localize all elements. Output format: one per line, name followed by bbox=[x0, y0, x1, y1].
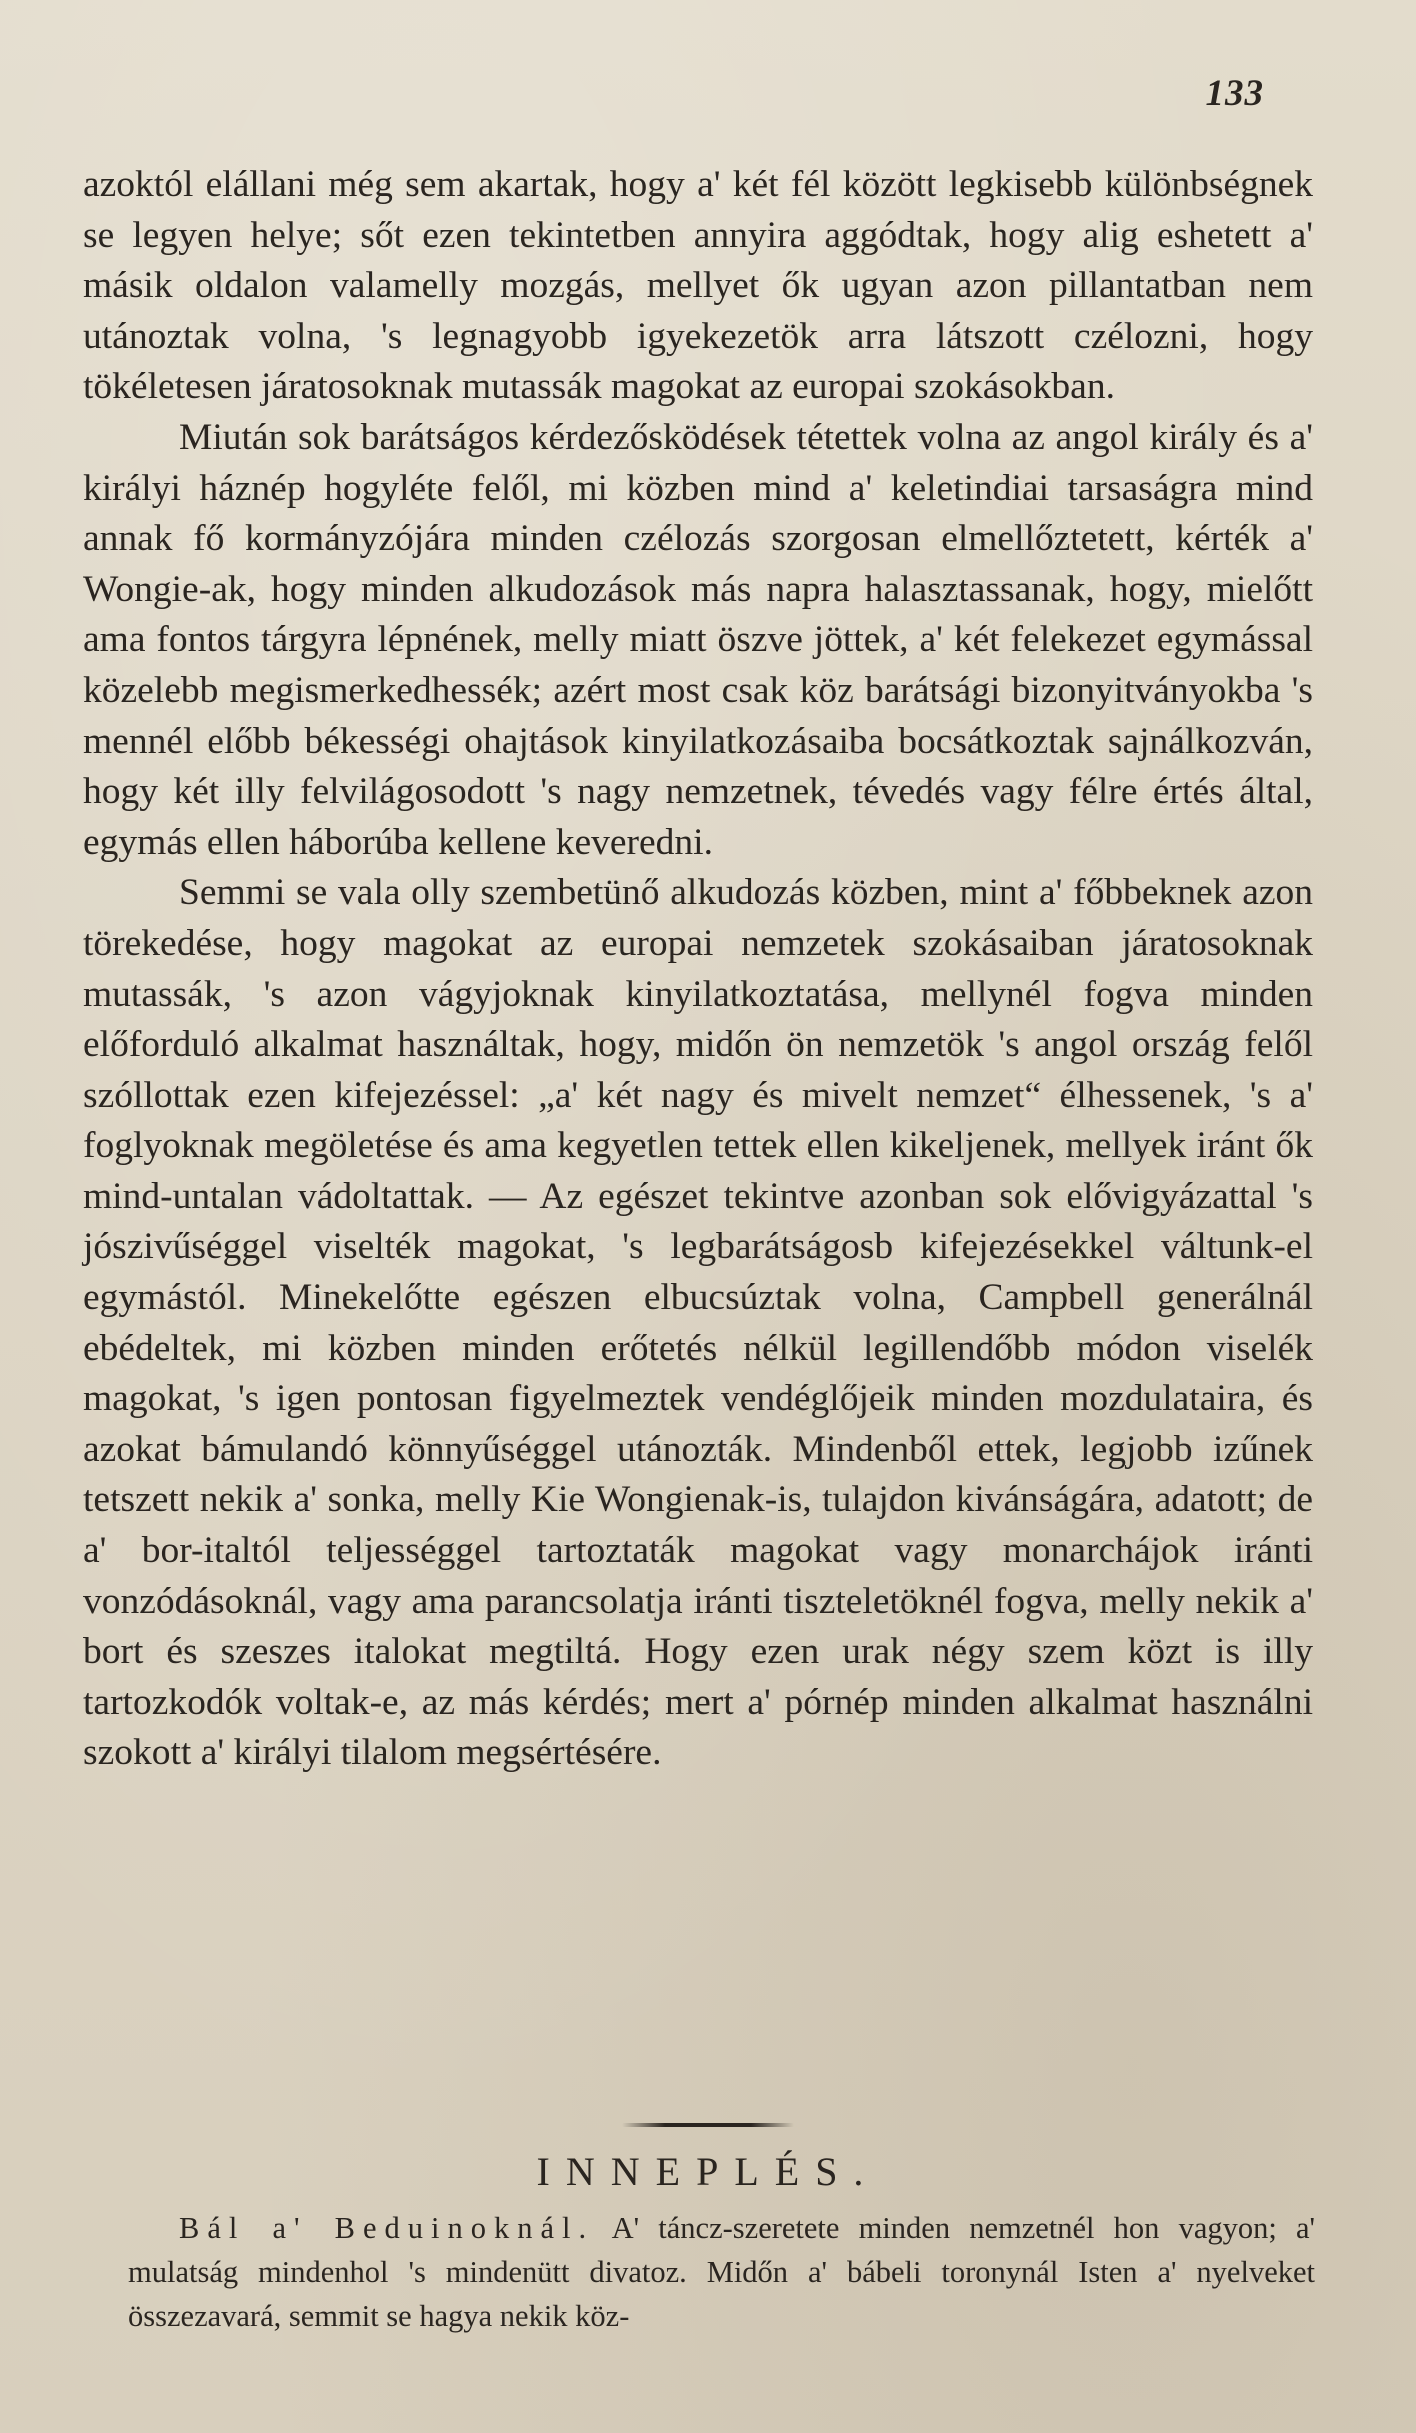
section-text bbox=[128, 2206, 1315, 2338]
page-number: 133 bbox=[1205, 73, 1264, 114]
section-heading: INNEPLÉS. bbox=[536, 2149, 880, 2194]
section-paragraph bbox=[128, 2206, 1315, 2338]
section-separator-rule bbox=[622, 2123, 794, 2127]
paragraph: Semmi se vala olly szembetünő alkudozás közben, mint a' főbbeknek azon törekedése, hogy magokat az europai nemzetek szokásaiban járatosoknak mutassák, 's azon vágyjoknak kinyilatkoztatása, mellynél fogva minden előforduló alkalmat használtak, hogy, midőn ön nemzetök 's angol ország felől szóllottak ezen kifejezéssel: „a' két nagy és mivelt nemzet“ élhessenek, 's a' foglyoknak megöletése és ama kegyetlen tettek ellen kikeljenek, mellyek iránt ők mind-untalan vádoltattak. — Az egészet tekintve azonban sok elővigyázattal 's jószivűséggel viselték magokat, 's legbarátságosb kifejezésekkel váltunk-el egymástól. Minekelőtte egészen elbucsúztak volna, Campbell generálnál ebédeltek, mi közben minden erőtetés nélkül legillendőbb módon viselék magokat, 's igen pontosan figyelmeztek vendéglőjeik minden mozdulataira, és azokat bámulandó könnyűséggel utánozták. Mindenből ettek, legjobb izűnek tetszett nekik a' sonka, melly Kie Wongienak-is, tulajdon kivánságára, adatott; de a' bor-italtól teljességgel tartoztaták magokat vagy monarchájok iránti vonzódásoknál, vagy ama parancsolatja iránti tiszteletöknél fogva, melly nekik a' bort és szeszes italokat megtiltá. Hogy ezen urak négy szem közt is illy tartozkodók voltak-e, az más kérdés; mert a' pórnép minden alkalmat használni szokott a' királyi tilalom megsértésére. bbox=[83, 872, 1313, 1774]
section-body: A' táncz-szeretete minden nemzetnél hon vagyon; a' mulatság mindenhol 's mindenütt divatoz. Midőn a' bábeli toronynál Isten a' nyelveket összezavará, semmit se hagya nekik köz- bbox=[128, 2211, 1315, 2333]
main-text bbox=[83, 160, 1313, 1779]
paragraph: Miután sok barátságos kérdezősködések tétettek volna az angol király és a' királyi háznép hogyléte felől, mi közben mind a' keletindiai tarsaságra mind annak fő kormányzójára minden czélozás szorgosan elmellőztetett, kérték a' Wongie-ak, hogy minden alkudozások más napra halasztassanak, hogy, mielőtt ama fontos tárgyra lépnének, melly miatt öszve jöttek, a' két felekezet egymással közelebb megismerkedhessék; azért most csak köz barátsági bizonyitványokba 's mennél előbb békességi ohajtások kinyilatkozásaiba bocsátkoztak sajnálkozván, hogy két illy felvilágosodott 's nagy nemzetnek, tévedés vagy félre értés által, egymás ellen háborúba kellene keveredni. bbox=[83, 416, 1313, 863]
paragraph-continuation: azoktól elállani még sem akartak, hogy a' két fél között legkisebb különbségnek se legyen helye; sőt ezen tekintetben annyira aggódtak, hogy alig eshetett a' másik oldalon valamelly mozgás, mellyet ők ugyan azon pillantatban nem utánoztak volna, 's legnagyobb igyekezetök arra látszott czélozni, hogy tökéletesen járatosoknak mutassák magokat az europai szokásokban. bbox=[83, 164, 1313, 408]
section-lead: Bál a' Beduinoknál. bbox=[179, 2211, 595, 2245]
